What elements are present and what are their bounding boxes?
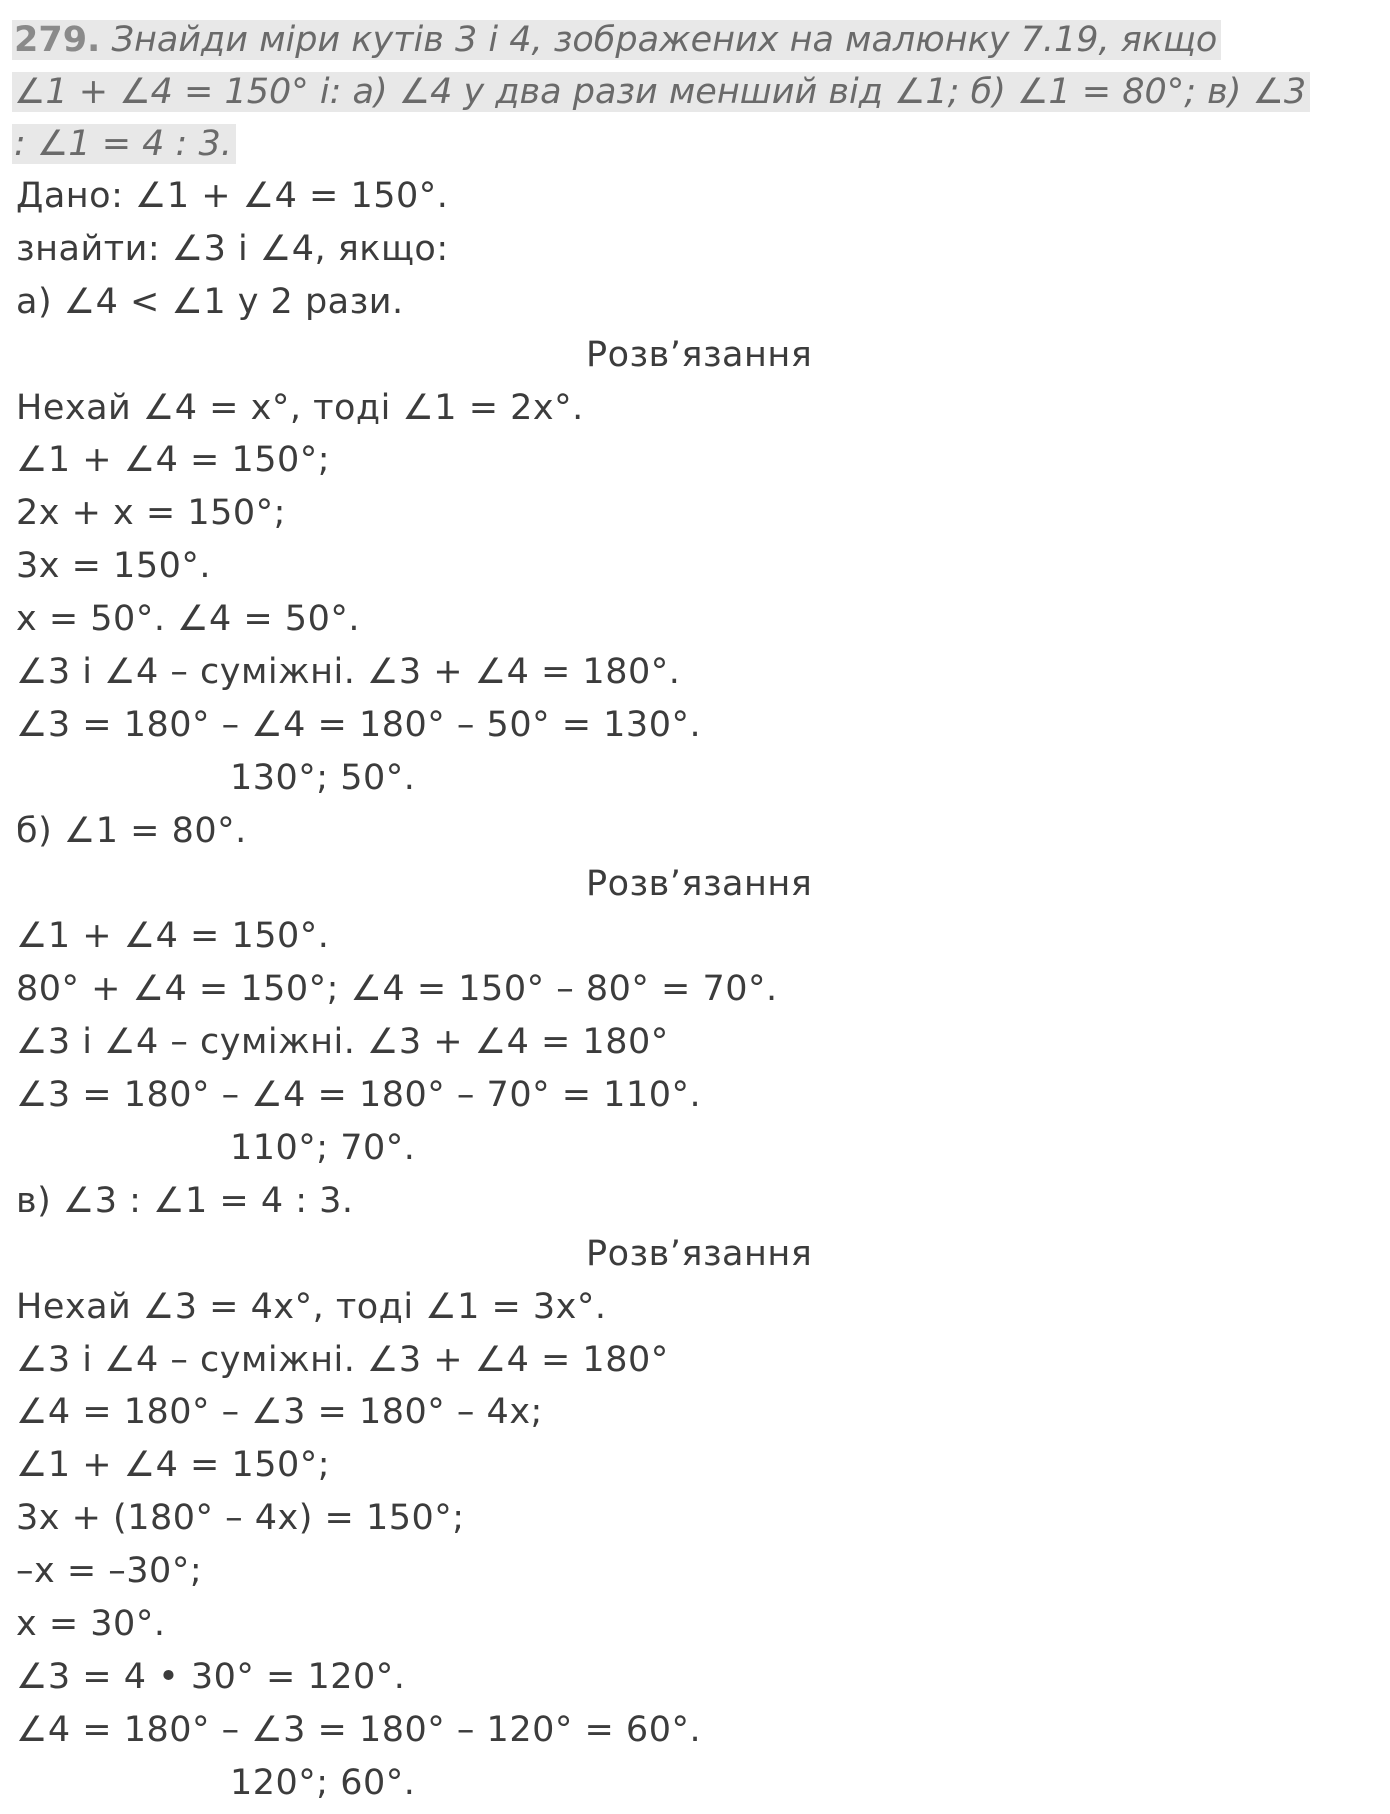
solution-body bbox=[16, 170, 1376, 1810]
solution-line: Нехай ∠3 = 4х°, тоді ∠1 = 3х°. bbox=[16, 1286, 607, 1327]
problem-text: Знайди міри кутів 3 і 4, зображених на малюнку 7.19, якщо bbox=[111, 20, 1218, 60]
solution-line: х = 50°. ∠4 = 50°. bbox=[16, 599, 360, 640]
solution-line: ∠3 і ∠4 – суміжні. ∠3 + ∠4 = 180° bbox=[16, 1022, 669, 1063]
solution-heading: Розв’язання bbox=[586, 863, 813, 904]
solution-line: ∠4 = 180° – ∠3 = 180° – 4х; bbox=[16, 1392, 543, 1433]
case-c-line: в) ∠3 : ∠1 = 4 : 3. bbox=[16, 1180, 354, 1221]
given-line: Дано: ∠1 + ∠4 = 150°. bbox=[16, 176, 449, 216]
solution-line: ∠1 + ∠4 = 150°. bbox=[16, 916, 330, 957]
solution-line: 3х = 150°. bbox=[16, 546, 211, 587]
case-a-line: а) ∠4 < ∠1 у 2 рази. bbox=[16, 281, 404, 322]
case-b-line: б) ∠1 = 80°. bbox=[16, 810, 247, 851]
problem-line bbox=[12, 118, 1372, 170]
problem-statement bbox=[12, 14, 1372, 170]
solution-line: 2х + х = 150°; bbox=[16, 493, 286, 534]
solution-line: ∠3 і ∠4 – суміжні. ∠3 + ∠4 = 180°. bbox=[16, 652, 681, 693]
solution-line: ∠4 = 180° – ∠3 = 180° – 120° = 60°. bbox=[16, 1709, 702, 1750]
solution-line: ∠1 + ∠4 = 150°; bbox=[16, 440, 331, 481]
problem-line bbox=[12, 66, 1372, 118]
solution-line: 3х + (180° – 4х) = 150°; bbox=[16, 1498, 465, 1539]
answer-line: 130°; 50°. bbox=[230, 757, 416, 798]
solution-heading: Розв’язання bbox=[586, 334, 813, 375]
solution-line: ∠3 = 4 • 30° = 120°. bbox=[16, 1656, 406, 1697]
solution-line: Нехай ∠4 = х°, тоді ∠1 = 2х°. bbox=[16, 387, 584, 428]
answer-line: 120°; 60°. bbox=[230, 1762, 416, 1803]
solution-line: ∠1 + ∠4 = 150°; bbox=[16, 1445, 331, 1486]
answer-line: 110°; 70°. bbox=[230, 1128, 416, 1169]
problem-text: ∠1 + ∠4 = 150° і: а) ∠4 у два рази менший від ∠1; б) ∠1 = 80°; в) ∠3 bbox=[12, 72, 1310, 112]
problem-text: : ∠1 = 4 : 3. bbox=[12, 124, 236, 164]
solution-line: ∠3 = 180° – ∠4 = 180° – 70° = 110°. bbox=[16, 1075, 702, 1116]
find-line: знайти: ∠3 і ∠4, якщо: bbox=[16, 228, 449, 269]
solution-heading: Розв’язання bbox=[586, 1233, 813, 1274]
problem-line bbox=[12, 14, 1372, 66]
solution-line: ∠3 = 180° – ∠4 = 180° – 50° = 130°. bbox=[16, 704, 702, 745]
solution-line: ∠3 і ∠4 – суміжні. ∠3 + ∠4 = 180° bbox=[16, 1339, 669, 1380]
solution-line: 80° + ∠4 = 150°; ∠4 = 150° – 80° = 70°. bbox=[16, 969, 778, 1010]
solution-line: х = 30°. bbox=[16, 1604, 166, 1645]
solution-line: –х = –30°; bbox=[16, 1551, 203, 1592]
problem-number: 279. bbox=[14, 20, 101, 60]
